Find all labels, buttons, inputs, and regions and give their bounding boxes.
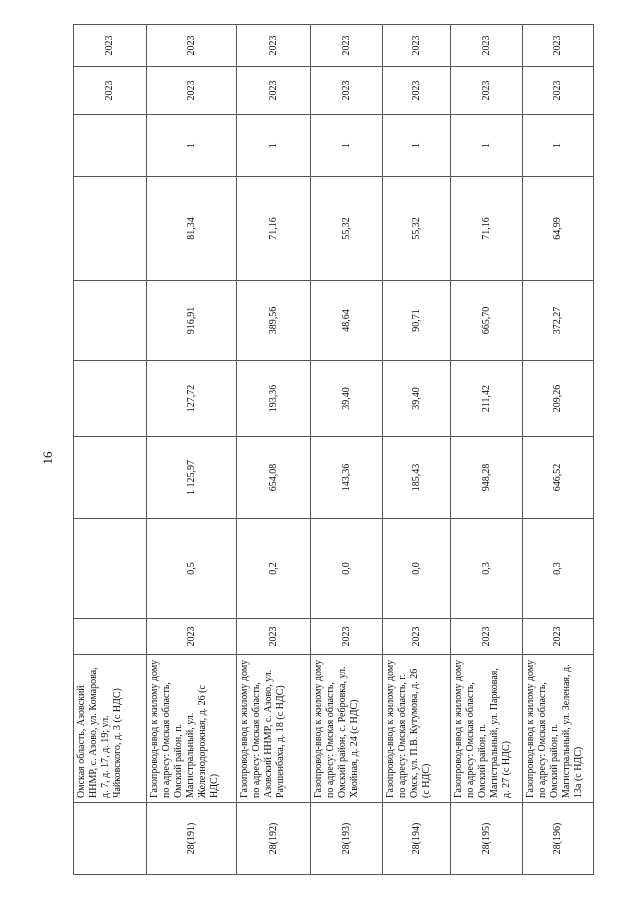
cell-c8: 2023 [237,25,311,67]
cell-index: 28(191) [147,803,237,875]
cell-c4: 916,91 [147,281,237,361]
cell-name: Газопровод-ввод к жилому дому по адресу: Омская область, Омский район, п. Магистральный, ул. Железнодорожная, д. 26 (с НДС) [147,655,237,803]
cell-c6: 1 [237,115,311,177]
cell-year: 2023 [523,619,594,655]
cell-c3: 127,72 [147,361,237,437]
cell-name: Газопровод-ввод к жилому дому по адресу: Омская область, Омский район, п. Магистральный, ул. Парковая, д. 27 (с НДС) [451,655,523,803]
cell-year: 2023 [451,619,523,655]
cell-c3: 39,40 [383,361,451,437]
page-number: 16 [40,451,55,465]
cell-c7: 2023 [311,67,383,115]
cell-c3: 211,42 [451,361,523,437]
cell-c1 [74,519,147,619]
cell-c7: 2023 [147,67,237,115]
cell-index: 28(194) [383,803,451,875]
cell-c1: 0,0 [383,519,451,619]
cell-c4: 48,64 [311,281,383,361]
cell-c1: 0,3 [451,519,523,619]
table-row [383,25,451,875]
cell-c3: 209,26 [523,361,594,437]
cell-c1: 0,0 [311,519,383,619]
cell-c7: 2023 [383,67,451,115]
cell-year [74,619,147,655]
cell-name: Газопровод-ввод к жилому дому по адресу: Омская область, Азовский ННМР, с. Азово, ул. Раушенбаха, д. 18 (с НДС) [237,655,311,803]
cell-c2: 143,36 [311,437,383,519]
cell-c8: 2023 [451,25,523,67]
cell-index: 28(196) [523,803,594,875]
cell-year: 2023 [383,619,451,655]
table-row [237,25,311,875]
cell-c2: 654,08 [237,437,311,519]
cell-c8: 2023 [523,25,594,67]
cell-c7: 2023 [237,67,311,115]
cell-name: Газопровод-ввод к жилому дому по адресу: Омская область, г. Омск, ул. П.В. Кутумова, д. 26 (с НДС) [383,655,451,803]
cell-name: Газопровод-ввод к жилому дому по адресу: Омская область, Омский район, п. Магистральный, ул. Зеленая, д. 13а (с НДС) [523,655,594,803]
cell-c5: 81,34 [147,177,237,281]
cell-c4: 389,56 [237,281,311,361]
cell-c2: 185,43 [383,437,451,519]
cell-c5: 55,32 [383,177,451,281]
table-row [523,25,594,875]
cell-c8: 2023 [147,25,237,67]
data-table [73,24,594,875]
cell-c4: 665,70 [451,281,523,361]
cell-c6: 1 [311,115,383,177]
table-row-top [74,25,147,875]
cell-c4: 90,71 [383,281,451,361]
table-row [147,25,237,875]
cell-c4: 372,27 [523,281,594,361]
cell-year: 2023 [147,619,237,655]
cell-c5: 71,16 [451,177,523,281]
cell-c2: 646,52 [523,437,594,519]
cell-c8: 2023 [311,25,383,67]
cell-c6: 1 [147,115,237,177]
cell-c6: 1 [451,115,523,177]
table-row [451,25,523,875]
cell-c8: 2023 [74,25,147,67]
cell-name: Газопровод-ввод к жилому дому по адресу: Омская область, Омский район, с. Ребровка, ул. Хвойная, д. 24 (с НДС) [311,655,383,803]
cell-c2: 1 125,97 [147,437,237,519]
cell-c5: 55,32 [311,177,383,281]
table-container [73,25,593,875]
cell-index: 28(192) [237,803,311,875]
cell-c1: 0,5 [147,519,237,619]
cell-c2 [74,437,147,519]
cell-c6 [74,115,147,177]
cell-c3: 193,36 [237,361,311,437]
cell-c1: 0,2 [237,519,311,619]
cell-address: Омская область, Азовский ННМР, с. Азово, ул. Комарова, д. 7, д. 17, д. 19; ул. Чайковского, д. 3 (с НДС) [74,655,147,803]
cell-c7: 2023 [74,67,147,115]
cell-index [74,803,147,875]
cell-c7: 2023 [451,67,523,115]
cell-c4 [74,281,147,361]
cell-c8: 2023 [383,25,451,67]
cell-year: 2023 [311,619,383,655]
cell-c3: 39,40 [311,361,383,437]
cell-index: 28(195) [451,803,523,875]
table-row [311,25,383,875]
cell-year: 2023 [237,619,311,655]
cell-index: 28(193) [311,803,383,875]
cell-c5: 71,16 [237,177,311,281]
cell-c7: 2023 [523,67,594,115]
cell-c1: 0,3 [523,519,594,619]
cell-c5 [74,177,147,281]
cell-c6: 1 [383,115,451,177]
cell-c2: 948,28 [451,437,523,519]
cell-c3 [74,361,147,437]
cell-c5: 64,99 [523,177,594,281]
cell-c6: 1 [523,115,594,177]
